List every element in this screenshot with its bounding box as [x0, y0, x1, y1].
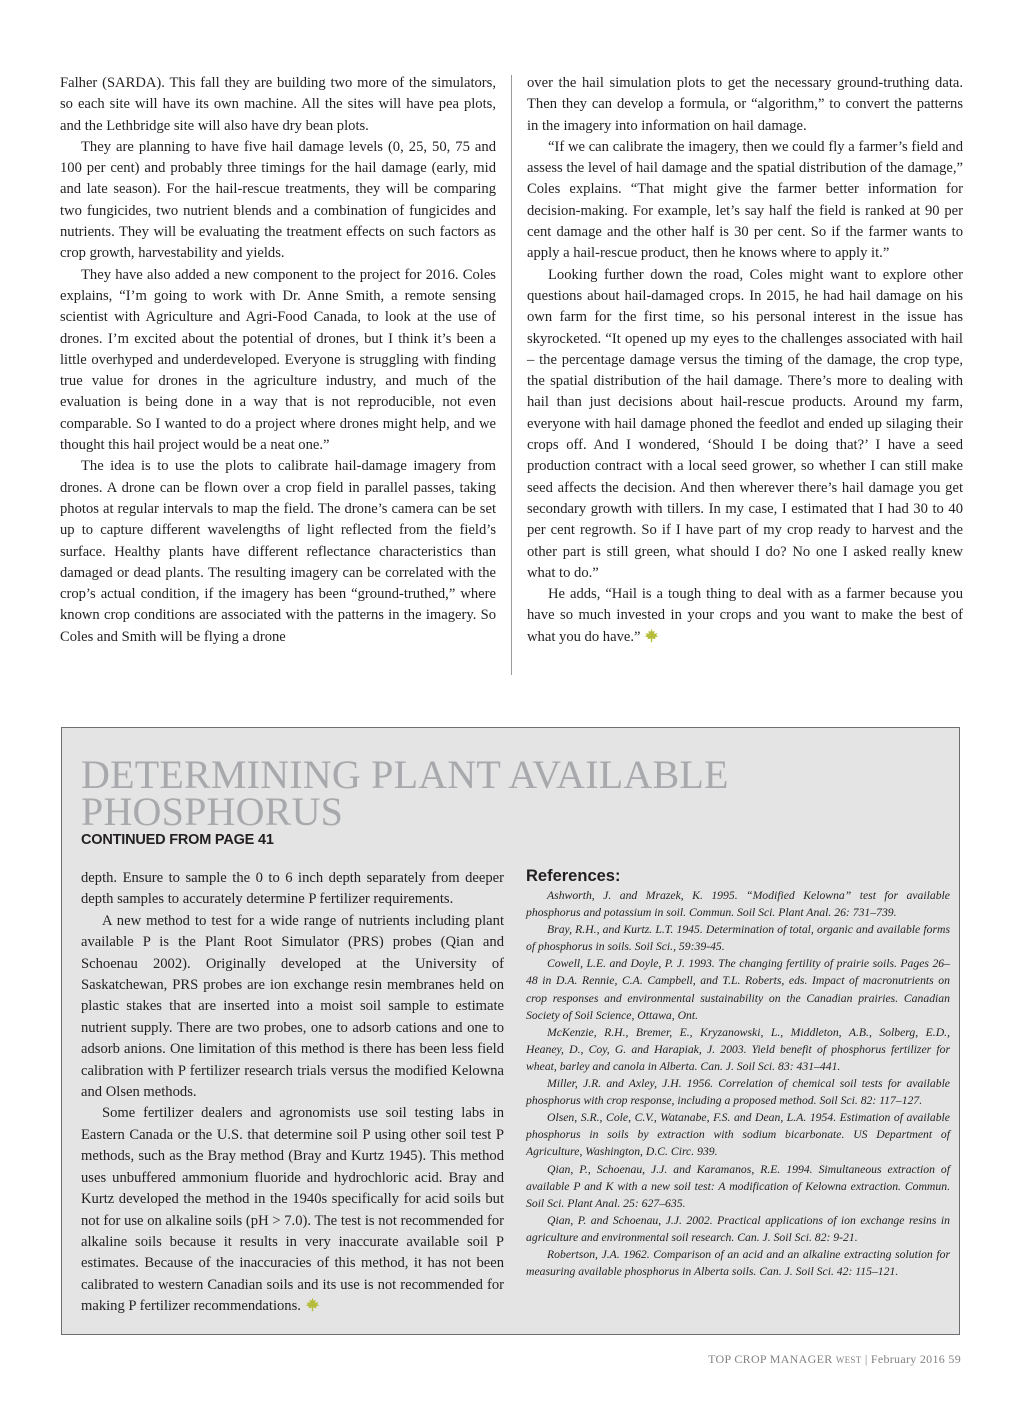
paragraph: “If we can calibrate the imagery, then we could fly a farmer’s field and assess the level of hail damage and the spatial distribution of the damage,” Coles explains. “That might give the farmer better information for decision-making. For example, let’s say half the field is ranked at 90 per cent damage and the other half is 30 per cent. So if the farmer wants to apply a hail-rescue product, then he knows where to apply it.”	[527, 138, 963, 262]
paragraph: They have also added a new component to the project for 2016. Coles explains, “I’m going to work with Dr. Anne Smith, a remote sensing scientist with Agriculture and Agri-Food Canada, to look at the use of drones. I’m excited about the potential of drones, but I think it’s been a little overhyped and underdeveloped. Everyone is struggling with finding true value for drones in the agriculture industry, and much of the evaluation is being done in a way that is not reproducible, not even comparable. So I wanted to do a project where drones might help, and we thought this hail project would be a neat one.”	[60, 266, 496, 454]
sidebar-box	[61, 727, 960, 1335]
reference-item: Bray, R.H., and Kurtz. L.T. 1945. Determination of total, organic and available forms of phosphorus in soils. Soil Sci., 59:39-45.	[526, 923, 950, 954]
reference-item: Olsen, S.R., Cole, C.V., Watanabe, F.S. and Dean, L.A. 1954. Estimation of available phosphorus in soils by extraction with sodium bicarbonate. US Department of Agriculture, Washington, D.C. Circ. 939.	[526, 1111, 950, 1159]
article-body	[60, 73, 963, 648]
sidebar-title-line1: DETERMINING PLANT AVAILABLE	[81, 752, 729, 797]
sidebar-body	[81, 868, 504, 1318]
reference-item: Ashworth, J. and Mrazek, K. 1995. “Modified Kelowna” test for available phosphorus and potassium in soil. Commun. Soil Sci. Plant Anal. 26: 731–739.	[526, 889, 950, 920]
paragraph: over the hail simulation plots to get the necessary ground-truthing data. Then they can develop a formula, or “algorithm,” to convert the patterns in the imagery into information on hail damage.	[527, 75, 963, 134]
maple-leaf-icon	[644, 628, 659, 643]
references-heading: References:	[526, 867, 621, 885]
article-column-left	[60, 73, 496, 648]
article-column-right	[527, 73, 963, 648]
paragraph-text: He adds, “Hail is a tough thing to deal with as a farmer because you have so much invested in your crops and you want to make the best of what you do have.”	[527, 586, 963, 645]
reference-item: Miller, J.R. and Axley, J.H. 1956. Correlation of chemical soil tests for available phosphorus with crop response, including a proposed method. Soil Sci. 82: 117–127.	[526, 1077, 950, 1108]
page-number: 59	[948, 1352, 961, 1366]
sidebar-subtitle: CONTINUED FROM PAGE 41	[81, 832, 274, 848]
paragraph: They are planning to have five hail damage levels (0, 25, 50, 75 and 100 per cent) and probably three timings for the hail damage (early, mid and late season). For the hail-rescue treatments, they will be comparing two fungicides, two nutrient blends and a combination of fungicides and nutrients. They will be evaluating the treatment effects on such factors as crop growth, harvestability and yields.	[60, 138, 496, 262]
paragraph: Looking further down the road, Coles might want to explore other questions about hail-damaged crops. In 2015, he had hail damage on his own farm for the first time, so his personal interest in the issue has skyrocketed. “It opened up my eyes to the challenges associated with hail – the percentage damage versus the timing of the damage, the crop type, the spatial distribution of the hail damage. There’s more to dealing with hail than just decisions about hail-rescue products. Around my farm, everyone with hail damage phoned the feedlot and ended up silaging their crops off. And I wondered, ‘Should I be doing that?’ I have a seed production contract with a local seed grower, so whether I can still make seed affects the decision. And then wherever there’s hail damage you get secondary growth with tillers. In my case, I estimated that I had 30 to 40 per cent regrowth. So if I have part of my crop ready to harvest and the other part is still green, what should I do? No one I asked really knew what to do.”	[527, 266, 963, 581]
paragraph: A new method to test for a wide range of nutrients including plant available P is the Plant Root Simulator (PRS) probes (Qian and Schoenau 2002). Originally developed at the University of Saskatchewan, PRS probes are ion exchange resin membranes held on plastic stakes that are inserted into a moist soil sample to estimate nutrient supply. There are two probes, one to adsorb cations and one to adsorb anions. One limitation of this method is there has been less field calibration with P fertilizer research trials versus the modified Kelowna and Olsen methods.	[81, 912, 504, 1101]
footer-publication: TOP CROP MANAGER	[708, 1352, 833, 1366]
paragraph: Falher (SARDA). This fall they are building two more of the simulators, so each site will have its own machine. All the sites will have pea plots, and the Lethbridge site will also have dry bean plots.	[60, 75, 496, 134]
reference-item: Qian, P., Schoenau, J.J. and Karamanos, R.E. 1994. Simultaneous extraction of available P and K with a new soil test: A modification of Kelowna extraction. Commun. Soil Sci. Plant Anal. 25: 627–635.	[526, 1162, 950, 1210]
sidebar-title-line2: PHOSPHORUS	[81, 789, 344, 834]
page-footer: TOP CROP MANAGER WEST | February 2016 59	[708, 1352, 961, 1366]
footer-edition: WEST	[835, 1355, 862, 1365]
sidebar-title	[81, 752, 729, 834]
paragraph-text: Some fertilizer dealers and agronomists use soil testing labs in Eastern Canada or the U.S. that determine soil P using other soil test P methods, such as the Bray method (Bray and Kurtz 1945). This method uses unbuffered ammonium fluoride and hydrochloric acid. Bray and Kurtz developed the method in the 1940s specifically for acid soils but not for use on alkaline soils (pH > 7.0). The test is not recommended for alkaline soils because it results in very inaccurate available soil P estimates. Because of the inaccuracies of this method, it has not been calibrated to western Canadian soils and its use is not recommended for making P fertilizer recommendations.	[81, 1105, 504, 1315]
reference-item: McKenzie, R.H., Bremer, E., Kryzanowski, L., Middleton, A.B., Solberg, E.D., Heaney, D., Coy, G. and Harapiak, J. 2003. Yield benefit of phosphorus fertilizer for wheat, barley and canola in Alberta. Can. J. Soil Sci. 83: 431–441.	[526, 1025, 950, 1073]
paragraph: The idea is to use the plots to calibrate hail-damage imagery from drones. A drone can be flown over a crop field in parallel passes, taking photos at regular intervals to map the field. The drone’s camera can be set up to capture different wavelengths of light reflected from the field’s surface. Healthy plants have different reflectance characteristics than damaged or dead plants. The resulting imagery can be correlated with the crop’s actual condition, if the imagery has been “ground-truthed,” where known crop conditions are associated with the patterns in the imagery. So Coles and Smith will be flying a drone	[60, 458, 496, 645]
footer-issue: February 2016	[870, 1352, 946, 1366]
reference-item: Robertson, J.A. 1962. Comparison of an acid and an alkaline extracting solution for measuring available phosphorus in Alberta soils. Can. J. Soil Sci. 42: 115–121.	[526, 1247, 950, 1279]
references-section	[526, 866, 950, 1280]
paragraph-last	[81, 1103, 504, 1317]
maple-leaf-icon	[305, 1297, 320, 1312]
paragraph: depth. Ensure to sample the 0 to 6 inch depth separately from deeper depth samples to accurately determine P fertilizer requirements.	[81, 870, 504, 908]
column-divider	[511, 75, 512, 675]
reference-item: Cowell, L.E. and Doyle, P. J. 1993. The changing fertility of prairie soils. Pages 26–48 in D.A. Rennie, C.A. Campbell, and T.L. Roberts, eds. Impact of macronutrients on crop responses and environmental sustainability on the Canadian prairies. Canadian Society of Soil Science, Ottawa, Ont.	[526, 957, 950, 1022]
paragraph-last	[527, 584, 963, 648]
reference-item: Qian, P. and Schoenau, J.J. 2002. Practical applications of ion exchange resins in agriculture and environmental soil research. Can. J. Soil Sci. 82: 9-21.	[526, 1213, 950, 1244]
